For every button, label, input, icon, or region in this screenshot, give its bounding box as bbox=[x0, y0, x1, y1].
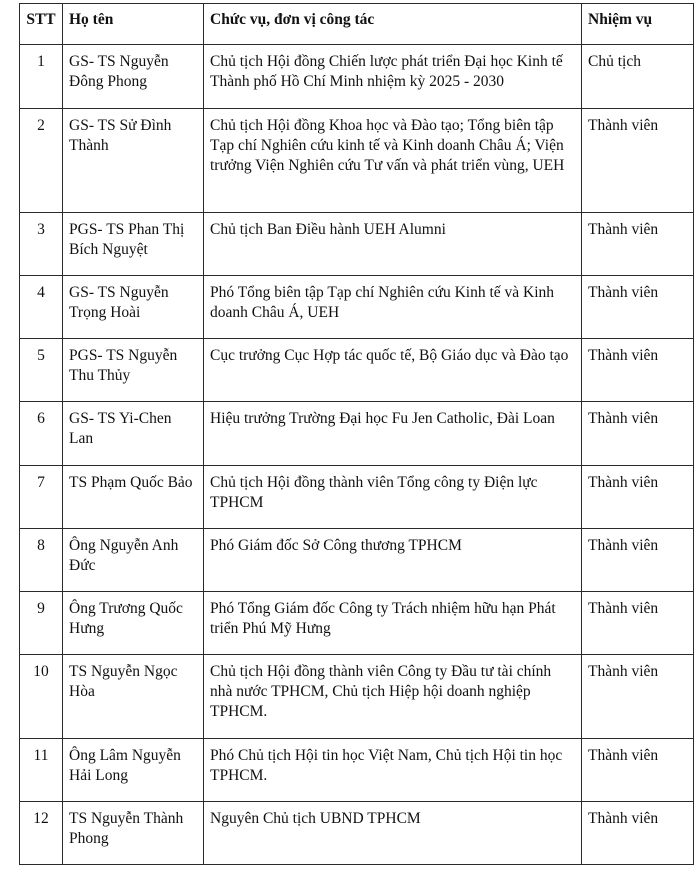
table-row bbox=[20, 592, 694, 655]
cell-name: Ông Lâm Nguyễn Hải Long bbox=[63, 739, 204, 802]
cell-duty: Thành viên bbox=[582, 276, 694, 339]
document-page bbox=[19, 3, 694, 865]
cell-name: GS- TS Nguyễn Trọng Hoài bbox=[63, 276, 204, 339]
table-row bbox=[20, 109, 694, 213]
header-position: Chức vụ, đơn vị công tác bbox=[204, 4, 582, 45]
cell-duty: Thành viên bbox=[582, 109, 694, 213]
cell-duty: Thành viên bbox=[582, 402, 694, 466]
cell-stt: 8 bbox=[20, 529, 63, 592]
cell-position: Phó Giám đốc Sở Công thương TPHCM bbox=[204, 529, 582, 592]
cell-position: Hiệu trưởng Trường Đại học Fu Jen Catholic, Đài Loan bbox=[204, 402, 582, 466]
cell-position: Chủ tịch Hội đồng Khoa học và Đào tạo; Tổng biên tập Tạp chí Nghiên cứu kinh tế và Kinh doanh Châu Á; Viện trưởng Viện Nghiên cứu Tư vấn và phát triển vùng, UEH bbox=[204, 109, 582, 213]
cell-duty: Thành viên bbox=[582, 466, 694, 529]
cell-name: PGS- TS Nguyễn Thu Thủy bbox=[63, 339, 204, 402]
cell-stt: 9 bbox=[20, 592, 63, 655]
cell-position: Chủ tịch Ban Điều hành UEH Alumni bbox=[204, 213, 582, 276]
cell-duty: Thành viên bbox=[582, 739, 694, 802]
cell-position: Cục trưởng Cục Hợp tác quốc tế, Bộ Giáo dục và Đào tạo bbox=[204, 339, 582, 402]
table-row bbox=[20, 339, 694, 402]
cell-duty: Thành viên bbox=[582, 339, 694, 402]
cell-stt: 2 bbox=[20, 109, 63, 213]
cell-duty: Thành viên bbox=[582, 655, 694, 739]
table-row bbox=[20, 655, 694, 739]
cell-name: TS Phạm Quốc Bảo bbox=[63, 466, 204, 529]
cell-position: Nguyên Chủ tịch UBND TPHCM bbox=[204, 802, 582, 865]
cell-duty: Chủ tịch bbox=[582, 45, 694, 109]
cell-duty: Thành viên bbox=[582, 213, 694, 276]
cell-duty: Thành viên bbox=[582, 529, 694, 592]
cell-position: Chủ tịch Hội đồng Chiến lược phát triển Đại học Kinh tế Thành phố Hồ Chí Minh nhiệm kỳ 2025 - 2030 bbox=[204, 45, 582, 109]
cell-name: TS Nguyễn Thành Phong bbox=[63, 802, 204, 865]
table-row bbox=[20, 529, 694, 592]
header-stt: STT bbox=[20, 4, 63, 45]
cell-stt: 5 bbox=[20, 339, 63, 402]
table-row bbox=[20, 402, 694, 466]
cell-name: GS- TS Sử Đình Thành bbox=[63, 109, 204, 213]
table-row bbox=[20, 45, 694, 109]
council-members-table bbox=[19, 3, 694, 865]
cell-name: GS- TS Yi-Chen Lan bbox=[63, 402, 204, 466]
cell-name: TS Nguyễn Ngọc Hòa bbox=[63, 655, 204, 739]
header-duty: Nhiệm vụ bbox=[582, 4, 694, 45]
cell-name: Ông Nguyễn Anh Đức bbox=[63, 529, 204, 592]
table-header-row bbox=[20, 4, 694, 45]
cell-position: Chủ tịch Hội đồng thành viên Công ty Đầu tư tài chính nhà nước TPHCM, Chủ tịch Hiệp hội doanh nghiệp TPHCM. bbox=[204, 655, 582, 739]
cell-stt: 11 bbox=[20, 739, 63, 802]
cell-stt: 4 bbox=[20, 276, 63, 339]
table-row bbox=[20, 213, 694, 276]
cell-stt: 7 bbox=[20, 466, 63, 529]
table-row bbox=[20, 802, 694, 865]
cell-stt: 10 bbox=[20, 655, 63, 739]
cell-stt: 3 bbox=[20, 213, 63, 276]
cell-stt: 12 bbox=[20, 802, 63, 865]
cell-stt: 1 bbox=[20, 45, 63, 109]
cell-position: Phó Chủ tịch Hội tin học Việt Nam, Chủ tịch Hội tin học TPHCM. bbox=[204, 739, 582, 802]
cell-stt: 6 bbox=[20, 402, 63, 466]
cell-name: PGS- TS Phan Thị Bích Nguyệt bbox=[63, 213, 204, 276]
table-row bbox=[20, 466, 694, 529]
cell-position: Phó Tổng Giám đốc Công ty Trách nhiệm hữu hạn Phát triển Phú Mỹ Hưng bbox=[204, 592, 582, 655]
table-row bbox=[20, 276, 694, 339]
cell-name: GS- TS Nguyễn Đông Phong bbox=[63, 45, 204, 109]
table-row bbox=[20, 739, 694, 802]
cell-duty: Thành viên bbox=[582, 802, 694, 865]
header-name: Họ tên bbox=[63, 4, 204, 45]
cell-name: Ông Trương Quốc Hưng bbox=[63, 592, 204, 655]
cell-position: Chủ tịch Hội đồng thành viên Tổng công ty Điện lực TPHCM bbox=[204, 466, 582, 529]
cell-position: Phó Tổng biên tập Tạp chí Nghiên cứu Kinh tế và Kinh doanh Châu Á, UEH bbox=[204, 276, 582, 339]
cell-duty: Thành viên bbox=[582, 592, 694, 655]
